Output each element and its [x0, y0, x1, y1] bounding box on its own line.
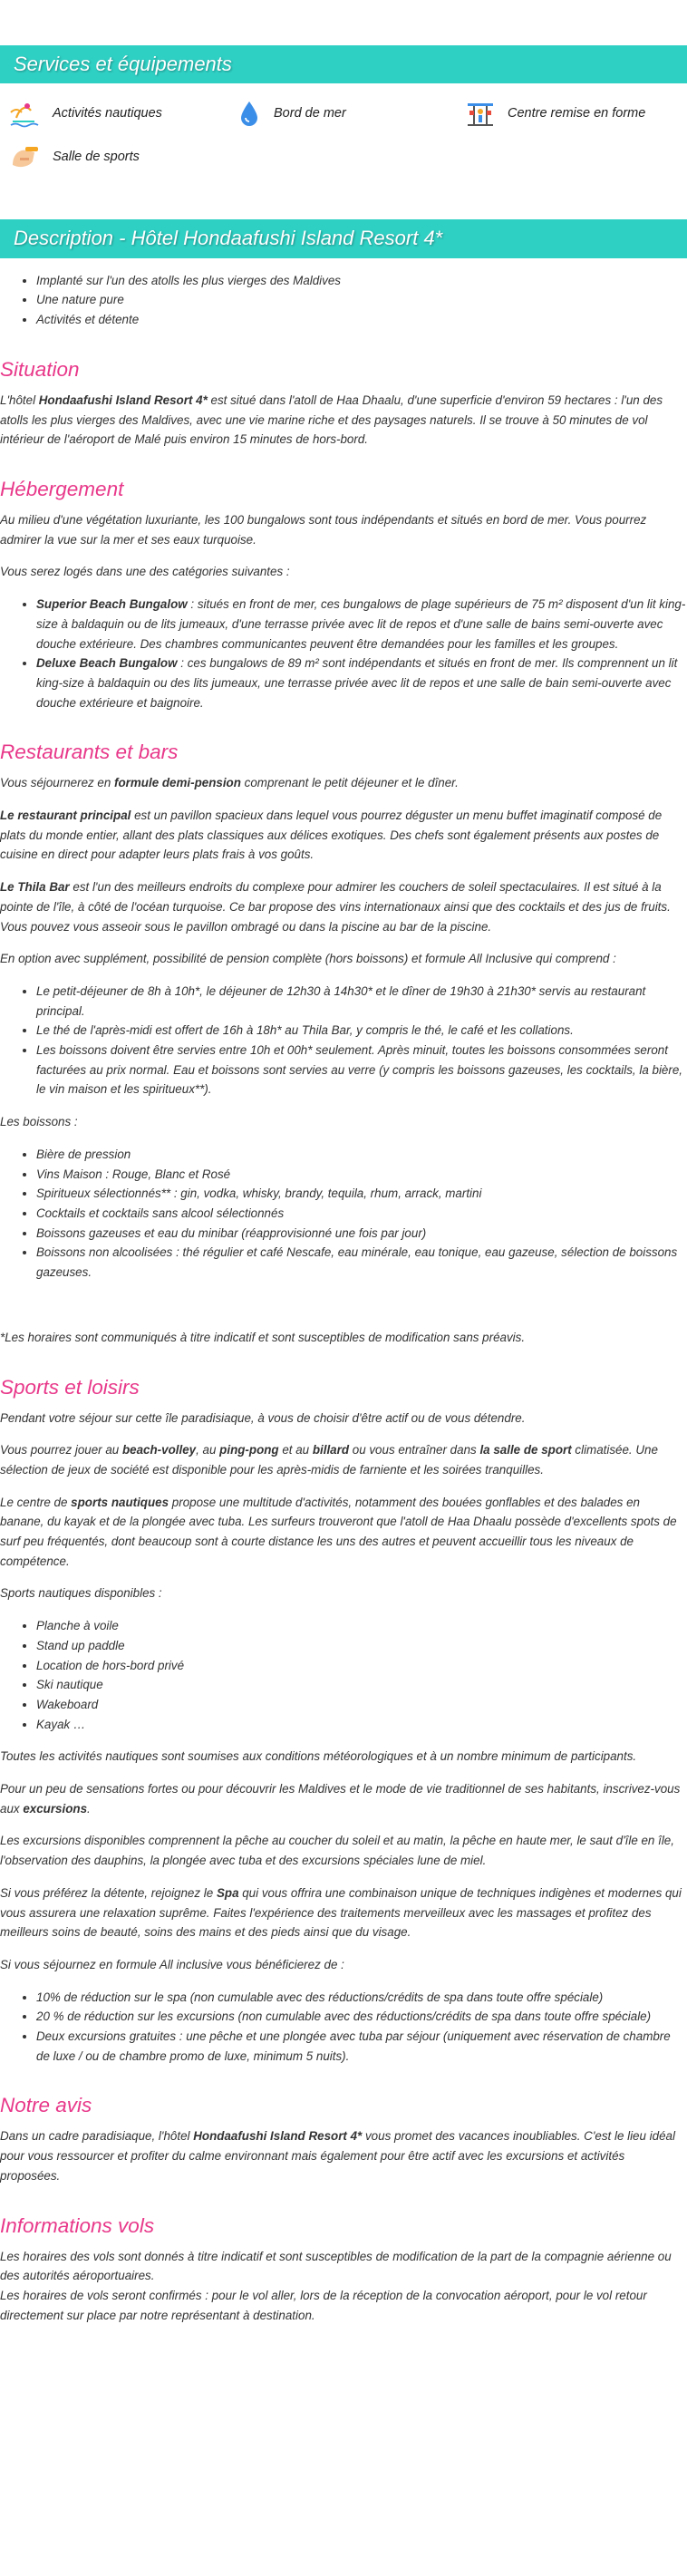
excursions-intro — [0, 1779, 687, 1818]
list-item: • Activités et détente — [36, 310, 687, 330]
list-item — [36, 595, 687, 654]
list-item: • 20 % de réduction sur les excursions (non cumulable avec des réductions/crédits de spa dans toute offre spéciale) — [36, 2007, 687, 2027]
text-span: qui vous offrira une combinaison unique de techniques indigènes et modernes qui vous assurera une relaxation suprême. Faites l'expérience des traitements merveilleux avec les massages et profitez des meilleurs soins de beauté, soins des mains et des pieds ainsi que du visage. — [0, 1885, 682, 1940]
text-span: Le centre de — [0, 1495, 72, 1509]
bold-text: Le restaurant principal — [0, 809, 131, 823]
gym-icon — [464, 98, 497, 129]
list-item: • Cocktails et cocktails sans alcool sélectionnés — [36, 1204, 687, 1224]
service-label: Centre remise en forme — [508, 105, 646, 121]
drinks-intro: Les boissons : — [0, 1115, 78, 1129]
list-item: • Planche à voile — [36, 1616, 687, 1636]
water-sports-icon — [7, 98, 42, 129]
room-list — [0, 595, 687, 712]
fitness-icon — [7, 141, 42, 172]
bold-text: billard — [312, 1443, 350, 1457]
list-item: • 10% de réduction sur le spa (non cumulable avec des réductions/crédits de spa dans toute offre spéciale) — [36, 1988, 687, 2008]
list-item: • Kayak … — [36, 1715, 687, 1735]
list-item: • Bière de pression — [36, 1145, 687, 1165]
schedule-note: *Les horaires sont communiqués à titre indicatif et sont susceptibles de modification sans préavis. — [0, 1330, 526, 1344]
thila-bar — [0, 877, 687, 936]
excursions-list-text: Les excursions disponibles comprennent la pêche au coucher du soleil et au matin, la pêche en haute mer, le saut d'île en île, l'observation des dauphins, la plongée avec tuba et des excursions spéciales lune de miel. — [0, 1834, 674, 1868]
services-banner — [0, 45, 687, 83]
room-name: Deluxe Beach Bungalow — [36, 656, 178, 671]
list-item: • Une nature pure — [36, 290, 687, 310]
text-span: ou vous entraîner dans — [349, 1443, 480, 1457]
bold-text: Spa — [216, 1885, 239, 1900]
bold-text: ping-pong — [219, 1443, 279, 1457]
list-item: • Location de hors-bord privé — [36, 1656, 687, 1676]
hotel-page — [0, 45, 687, 2356]
list-item: • Boissons non alcoolisées : thé régulier et café Nescafe, eau minérale, eau tonique, eau gazeuse, sélection de boissons gazeuses. — [36, 1243, 687, 1282]
description-title: Description - Hôtel Hondaafushi Island Resort 4* — [14, 227, 443, 250]
bold-text: sports nautiques — [71, 1495, 169, 1509]
situation-text — [0, 391, 687, 450]
text-span: propose une multitude d'activités, notamment des bouées gonflables et des balades en banane, du kayak et de la plongée avec tuba. Les surfeurs trouveront que l'atoll de Haa Dhaalu possède d'excellents spots de surf peu fréquentés, dont beaucoup sont à courte distance les uns des autres et peuvent accueillir tous les niveaux de compétence. — [0, 1495, 677, 1568]
service-gym — [7, 141, 236, 172]
service-label: Activités nautiques — [53, 105, 162, 121]
sports-activities — [0, 1440, 687, 1479]
room-description: : situés en front de mer, ces bungalows de plage supérieurs de 75 m² disposent d'un lit king-size à baldaquin ou de lits jumeaux, d'une terrasse privée avec lit de repos et d'une salle de bains semi-ouverte avec douche extérieure. Des chambres communicantes peuvent être demandées pour les familles et les groupes. — [36, 597, 686, 651]
services-title: Services et équipements — [14, 53, 232, 75]
list-item: • Spiritueux sélectionnés** : gin, vodka, whisky, brandy, tequila, rhum, arrack, martini — [36, 1184, 687, 1204]
service-fitness-center — [464, 98, 687, 129]
hebergement-intro: Au milieu d'une végétation luxuriante, les 100 bungalows sont tous indépendants et situés en bord de mer. Vous pourrez admirer la vue sur la mer et ses eaux turquoise. — [0, 513, 647, 547]
all-inclusive-list — [0, 982, 687, 1099]
text-span: Vous séjournerez en — [0, 776, 115, 790]
text-span: est un pavillon spacieux dans lequel vous pourrez déguster un menu buffet imaginatif composé de plats du monde entier, allant des plats classiques aux délices exotiques. Des chefs sont également présents aux postes de cuisine en direct pour adapter leurs plats frais à vos goûts. — [0, 809, 663, 862]
vols-text-1: Les horaires des vols sont donnés à titre indicatif et sont susceptibles de modification de la part de la compagnie aérienne ou des autorités aéroportuaires. — [0, 2249, 672, 2283]
bold-text: excursions — [23, 1801, 88, 1816]
sports-heading: Sports et loisirs — [0, 1375, 140, 1399]
nautical-conditions: Toutes les activités nautiques sont soumises aux conditions météorologiques et à un nombre minimum de participants. — [0, 1749, 637, 1764]
list-item: • Deux excursions gratuites : une pêche et une plongée avec tuba par séjour (uniquement avec réservation de chambre de luxe / ou de chambre promo de luxe, minimum 5 nuits). — [36, 2027, 687, 2066]
text-span: est l'un des meilleurs endroits du complexe pour admirer les couchers de soleil spectaculaires. Il est situé à la pointe de l'île, à côté de l'océan turquoise. Ce bar propose des vins internationaux ainsi que des cocktails et des jus de fruits. Vous pouvez vous asseoir sous le pavillon ombragé ou dans la piscine au bar de la piscine. — [0, 880, 671, 934]
vols-heading: Informations vols — [0, 2213, 155, 2237]
bold-text: la salle de sport — [479, 1443, 572, 1457]
restaurants-formula — [0, 773, 687, 793]
room-name: Superior Beach Bungalow — [36, 597, 188, 612]
bold-text: Le Thila Bar — [0, 880, 70, 895]
benefits-intro: Si vous séjournez en formule All inclusive vous bénéficierez de : — [0, 1957, 344, 1971]
text-span: Dans un cadre paradisiaque, l'hôtel — [0, 2129, 194, 2144]
spa-text — [0, 1884, 687, 1942]
text-span: et au — [278, 1443, 313, 1457]
text-span: climatisée. Une sélection de jeux de société est disponible pour les après-midis de farniente et les soirées tranquilles. — [0, 1443, 658, 1477]
text-span: est situé dans l'atoll de Haa Dhaalu, d'une superficie d'environ 59 hectares : l'un des atolls les plus vierges des Maldives, avec une vie marine riche et des paysages naturels. Il se trouve à 50 minutes de vol intérieur de l'aéroport de Malé puis environ 15 minutes de hors-bord. — [0, 392, 663, 447]
service-label: Salle de sports — [53, 149, 140, 164]
list-item — [36, 654, 687, 712]
list-item: • Implanté sur l'un des atolls les plus vierges des Maldives — [36, 271, 687, 291]
list-item: • Stand up paddle — [36, 1636, 687, 1656]
list-item: • Boissons gazeuses et eau du minibar (réapprovisionné une fois par jour) — [36, 1224, 687, 1244]
list-item: • Le petit-déjeuner de 8h à 10h*, le déjeuner de 12h30 à 14h30* et le dîner de 19h30 à 21h30* servis au restaurant principal. — [36, 982, 687, 1021]
service-water-sports — [7, 98, 236, 129]
nautical-list — [0, 1616, 687, 1734]
bold-text: beach-volley — [121, 1443, 197, 1457]
restaurants-heading: Restaurants et bars — [0, 741, 179, 764]
restaurant-main — [0, 806, 687, 865]
list-item: • Le thé de l'après-midi est offert de 16h à 18h* au Thila Bar, y compris le thé, le café et les collations. — [36, 1021, 687, 1041]
text-span: . — [87, 1801, 91, 1816]
list-item: • Vins Maison : Rouge, Blanc et Rosé — [36, 1165, 687, 1185]
avis-text — [0, 2126, 687, 2185]
sports-intro: Pendant votre séjour sur cette île paradisiaque, à vous de choisir d'être actif ou de vous détendre. — [0, 1410, 526, 1425]
description-banner — [0, 219, 687, 257]
text-span: comprenant le petit déjeuner et le dîner. — [240, 776, 459, 790]
room-description: : ces bungalows de 89 m² sont indépendants et situés en front de mer. Ils comprennent un lit king-size à baldaquin ou des lits jumeaux, une terrasse privée avec lit de repos et une salle de bain semi-ouverte avec douche extérieure et baignoire. — [36, 656, 678, 710]
list-item: • Ski nautique — [36, 1675, 687, 1695]
nautical-center — [0, 1493, 687, 1572]
bold-text: formule demi-pension — [114, 776, 241, 790]
text-span: , au — [196, 1443, 220, 1457]
vols-text-2: Les horaires de vols seront confirmés : pour le vol aller, lors de la réception de la convocation aéroport, pour le vol retour directement sur place par notre représentant à destination. — [0, 2289, 647, 2322]
situation-heading: Situation — [0, 357, 80, 381]
drinks-list — [0, 1145, 687, 1283]
service-seaside — [236, 98, 464, 129]
avis-heading: Notre avis — [0, 2094, 92, 2117]
list-item: • Wakeboard — [36, 1695, 687, 1715]
benefits-list — [0, 1988, 687, 2067]
nautical-intro: Sports nautiques disponibles : — [0, 1586, 162, 1601]
hebergement-heading: Hébergement — [0, 478, 124, 500]
text-span: vous promet des vacances inoubliables. C'est le lieu idéal pour vous ressourcer et profiter du calme environnant mais également pour être actif avec les excursions et activités proposées. — [0, 2129, 675, 2183]
all-inclusive-intro: En option avec supplément, possibilité de pension complète (hors boissons) et formule All Inclusive qui comprend : — [0, 952, 616, 966]
service-label: Bord de mer — [274, 105, 346, 121]
hotel-name: Hondaafushi Island Resort 4* — [193, 2129, 363, 2144]
text-span: Pour un peu de sensations fortes ou pour découvrir les Maldives et le mode de vie traditionnel de ses habitants, inscrivez-vous aux — [0, 1782, 681, 1816]
text-span: Si vous préférez la détente, rejoignez le — [0, 1885, 217, 1900]
text-span: L'hôtel — [0, 392, 39, 407]
text-span: Vous pourrez jouer au — [0, 1443, 122, 1457]
water-drop-icon — [236, 98, 263, 129]
highlights-list — [0, 271, 687, 330]
list-item: • Les boissons doivent être servies entre 10h et 00h* seulement. Après minuit, toutes les boissons consommées seront facturées au prix normal. Eau et boissons sont servies au verre (y compris les boissons gazeuses, les cocktails, la bière, le vin maison et les spiritueux**). — [36, 1041, 687, 1099]
hebergement-categories-intro: Vous serez logés dans une des catégories suivantes : — [0, 565, 290, 579]
services-grid — [0, 83, 687, 172]
hotel-name: Hondaafushi Island Resort 4* — [38, 392, 208, 407]
